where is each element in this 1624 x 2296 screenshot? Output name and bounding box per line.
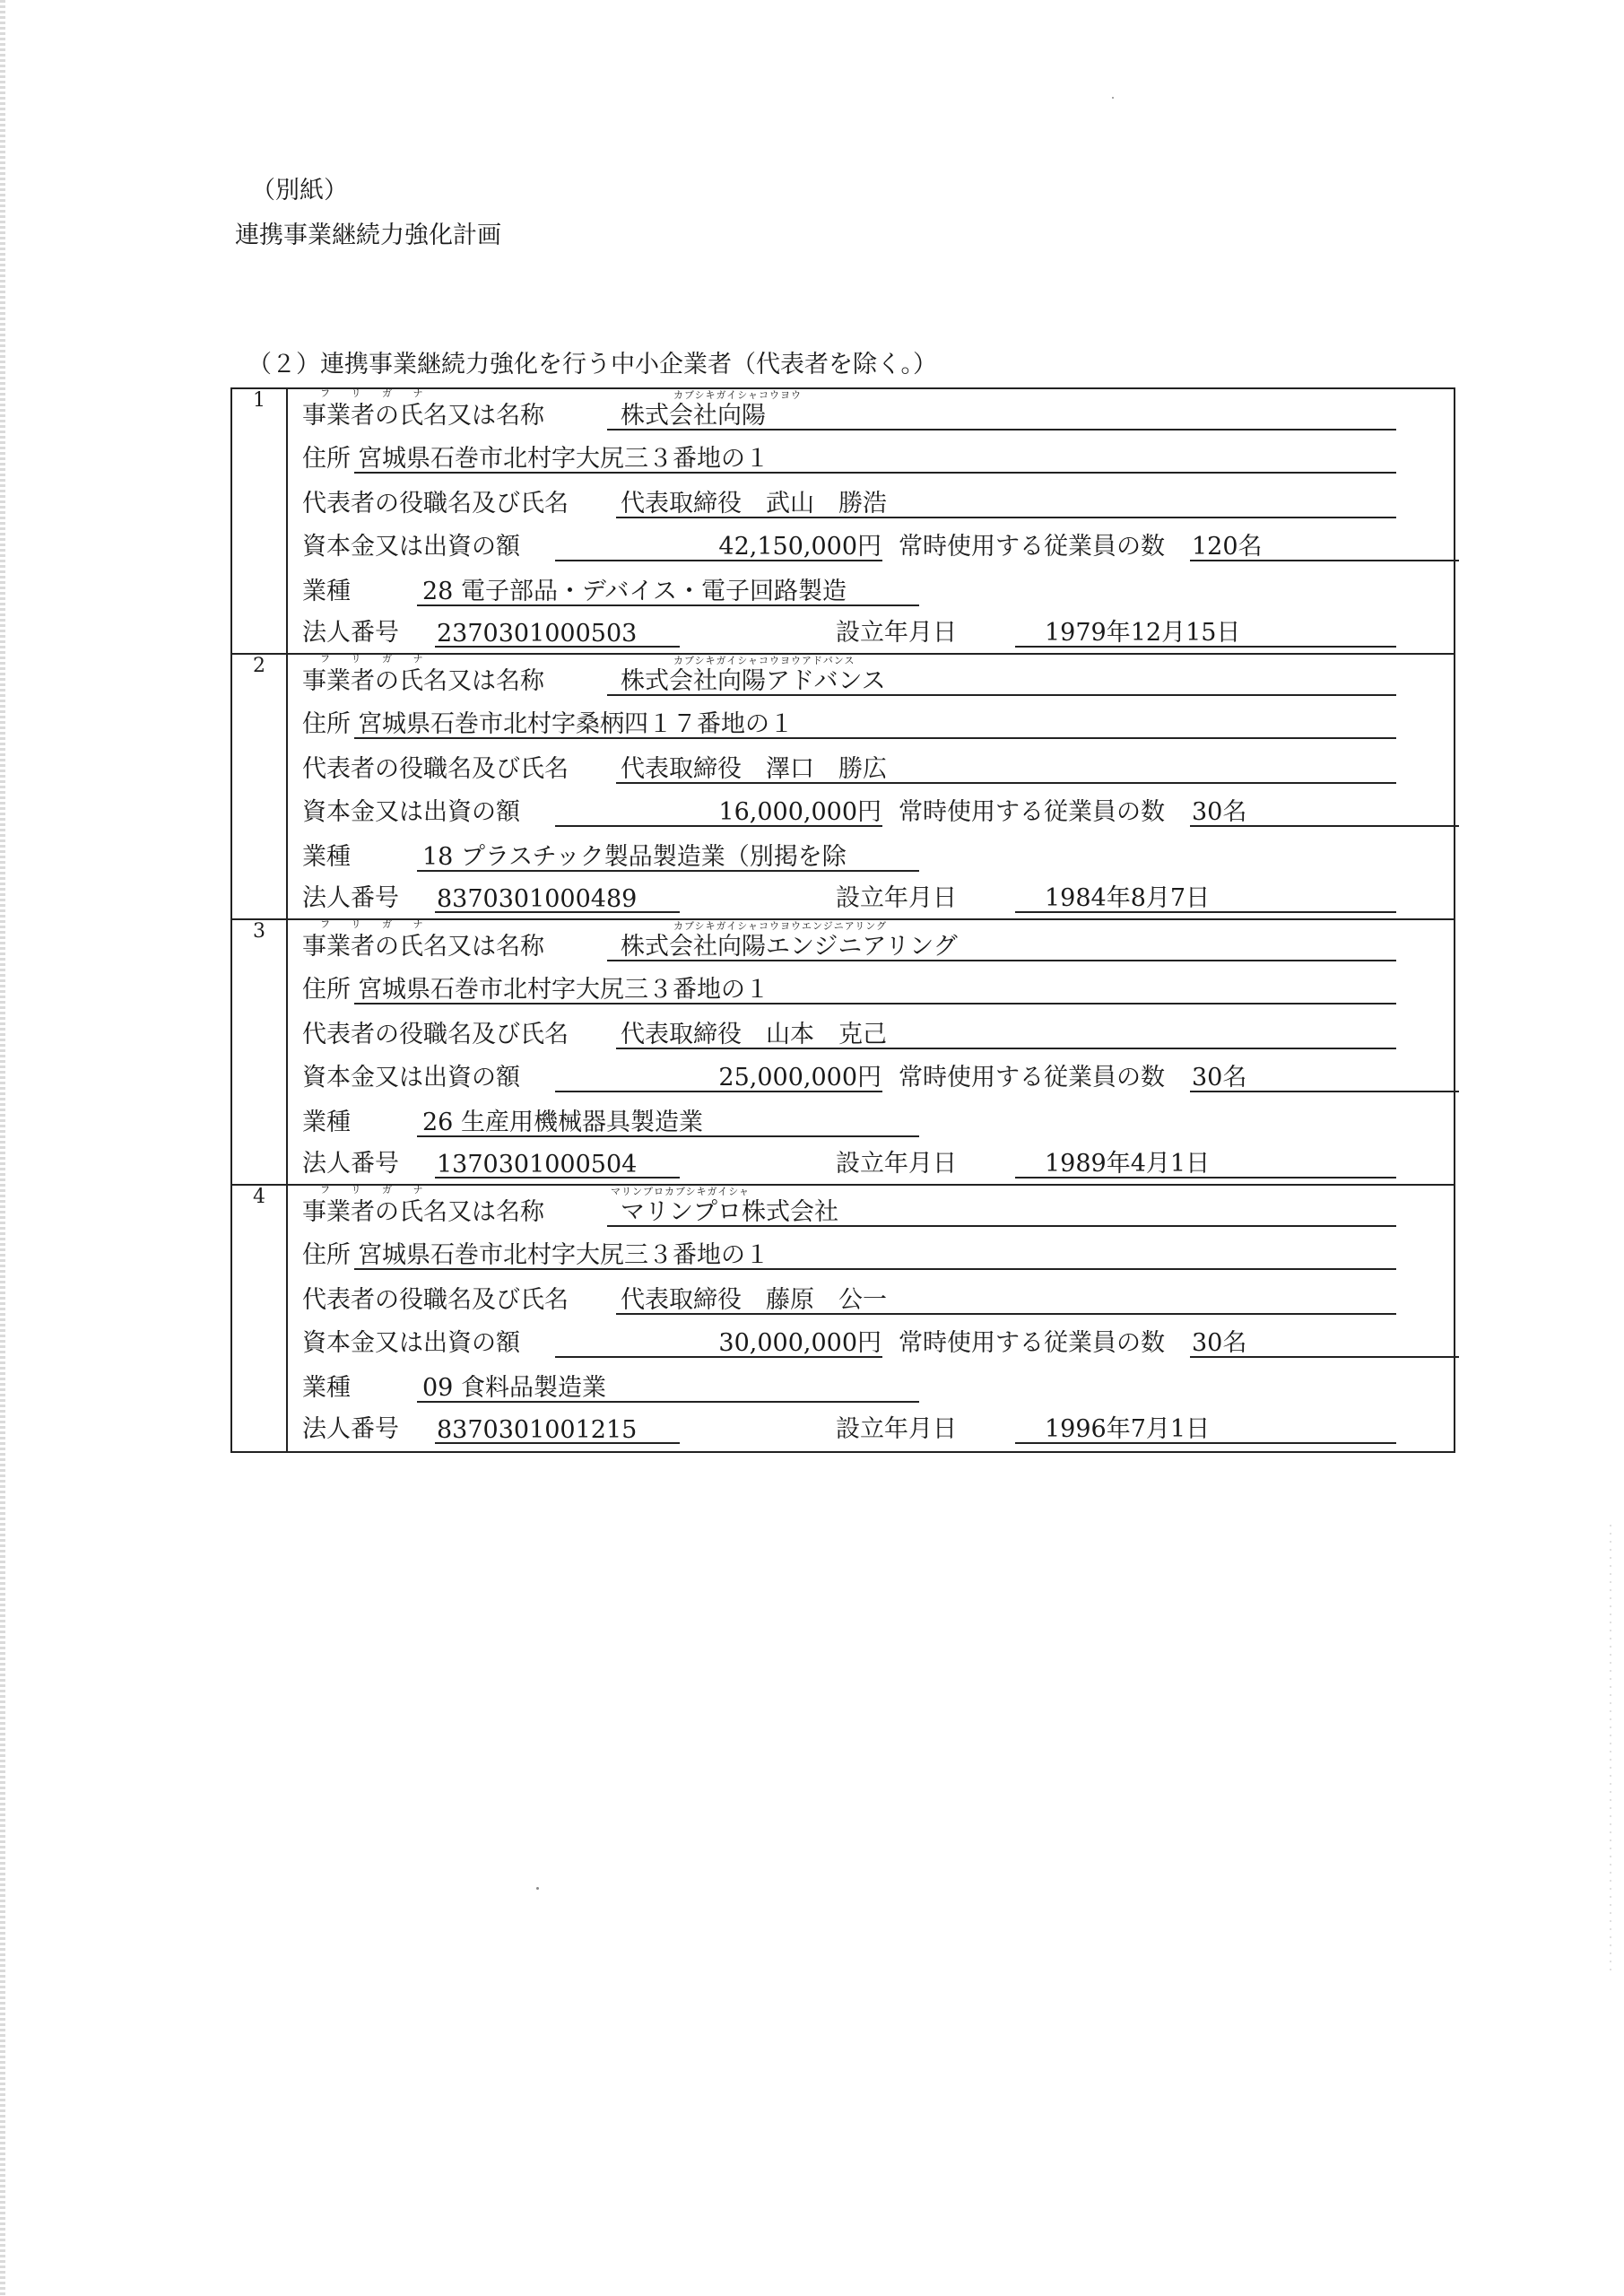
company-furigana: マリンプロカブシキガイシャ	[611, 1186, 751, 1197]
representative-label: 代表者の役職名及び氏名	[302, 490, 569, 517]
employees-label: 常時使用する従業員の数	[899, 1064, 1165, 1091]
company-industry: 26 生産用機械器具製造業	[422, 1109, 703, 1136]
company-employees: 30名	[1192, 1329, 1247, 1357]
company-address: 宮城県石巻市北村字大尻三３番地の１	[358, 445, 769, 473]
company-furigana: カブシキガイシャコウヨウ	[673, 389, 803, 401]
company-address: 宮城県石巻市北村字桑柄四１７番地の１	[358, 710, 794, 738]
scan-edge	[0, 0, 5, 2296]
company-table	[230, 387, 1455, 1453]
scan-edge-right	[1610, 1525, 1611, 1973]
corp-number-label: 法人番号	[302, 1150, 399, 1178]
company-name: マリンプロ株式会社	[621, 1198, 838, 1226]
founded-label: 設立年月日	[836, 1150, 957, 1178]
representative-label: 代表者の役職名及び氏名	[302, 755, 569, 783]
company-capital: 16,000,000円	[718, 798, 881, 826]
address-label: 住所	[302, 1241, 351, 1269]
annex-note: （別紙）	[251, 177, 348, 204]
company-corp-number: 8370301000489	[437, 885, 638, 913]
company-furigana: カブシキガイシャコウヨウアドバンス	[673, 655, 855, 666]
company-record	[287, 919, 1455, 1185]
company-row	[231, 654, 1455, 919]
company-index: 2	[231, 654, 287, 919]
capital-label: 資本金又は出資の額	[302, 1064, 520, 1091]
name-furigana-label: フ リ ガ ナ	[320, 1184, 423, 1196]
industry-label: 業種	[302, 1109, 351, 1136]
section-title: （２）連携事業継続力強化を行う中小企業者（代表者を除く。）	[248, 351, 937, 378]
company-name: 株式会社向陽エンジニアリング	[621, 933, 958, 961]
address-label: 住所	[302, 710, 351, 738]
company-capital: 25,000,000円	[718, 1064, 881, 1091]
name-label: 事業者の氏名又は名称	[302, 933, 544, 961]
company-representative: 代表取締役 武山 勝浩	[621, 490, 887, 517]
corp-number-label: 法人番号	[302, 884, 399, 912]
company-address: 宮城県石巻市北村字大尻三３番地の１	[358, 976, 769, 1004]
founded-label: 設立年月日	[836, 884, 957, 912]
company-address: 宮城県石巻市北村字大尻三３番地の１	[358, 1241, 769, 1269]
industry-label: 業種	[302, 1374, 351, 1402]
representative-label: 代表者の役職名及び氏名	[302, 1021, 569, 1048]
name-label: 事業者の氏名又は名称	[302, 667, 544, 695]
company-name: 株式会社向陽アドバンス	[621, 667, 886, 695]
name-furigana-label: フ リ ガ ナ	[320, 653, 423, 665]
name-label: 事業者の氏名又は名称	[302, 402, 544, 430]
employees-label: 常時使用する従業員の数	[899, 798, 1165, 826]
employees-label: 常時使用する従業員の数	[899, 533, 1165, 561]
company-index: 3	[231, 919, 287, 1185]
company-employees: 30名	[1192, 1064, 1247, 1091]
representative-label: 代表者の役職名及び氏名	[302, 1286, 569, 1314]
company-index: 1	[231, 388, 287, 654]
corp-number-label: 法人番号	[302, 1415, 399, 1443]
industry-label: 業種	[302, 843, 351, 871]
plan-title: 連携事業継続力強化計画	[235, 222, 501, 249]
name-furigana-label: フ リ ガ ナ	[320, 387, 423, 399]
founded-label: 設立年月日	[836, 619, 957, 647]
company-founded: 1989年4月1日	[1045, 1150, 1211, 1178]
scan-speck	[1112, 97, 1114, 99]
company-row	[231, 1185, 1455, 1452]
capital-label: 資本金又は出資の額	[302, 798, 520, 826]
name-label: 事業者の氏名又は名称	[302, 1198, 544, 1226]
name-furigana-label: フ リ ガ ナ	[320, 918, 423, 930]
company-record	[287, 1185, 1455, 1452]
corp-number-label: 法人番号	[302, 619, 399, 647]
employees-label: 常時使用する従業員の数	[899, 1329, 1165, 1357]
scan-speck	[536, 1887, 539, 1890]
company-founded: 1996年7月1日	[1045, 1415, 1211, 1443]
company-employees: 120名	[1192, 533, 1263, 561]
company-founded: 1984年8月7日	[1045, 884, 1211, 912]
capital-label: 資本金又は出資の額	[302, 533, 520, 561]
company-industry: 09 食料品製造業	[422, 1374, 606, 1402]
address-label: 住所	[302, 976, 351, 1004]
company-row	[231, 388, 1455, 654]
company-industry: 28 電子部品・デバイス・電子回路製造	[422, 578, 847, 605]
company-founded: 1979年12月15日	[1045, 619, 1241, 647]
company-row	[231, 919, 1455, 1185]
industry-label: 業種	[302, 578, 351, 605]
company-representative: 代表取締役 山本 克己	[621, 1021, 887, 1048]
company-representative: 代表取締役 藤原 公一	[621, 1286, 887, 1314]
company-name: 株式会社向陽	[621, 402, 766, 430]
company-employees: 30名	[1192, 798, 1247, 826]
address-label: 住所	[302, 445, 351, 473]
company-industry: 18 プラスチック製品製造業（別掲を除	[422, 843, 847, 871]
company-record	[287, 388, 1455, 654]
company-record	[287, 654, 1455, 919]
company-capital: 30,000,000円	[718, 1329, 881, 1357]
company-representative: 代表取締役 澤口 勝広	[621, 755, 887, 783]
capital-label: 資本金又は出資の額	[302, 1329, 520, 1357]
company-corp-number: 1370301000504	[437, 1151, 638, 1178]
founded-label: 設立年月日	[836, 1415, 957, 1443]
company-index: 4	[231, 1185, 287, 1452]
company-capital: 42,150,000円	[718, 533, 881, 561]
company-furigana: カブシキガイシャコウヨウエンジニアリング	[673, 920, 888, 932]
company-corp-number: 2370301000503	[437, 620, 638, 648]
company-corp-number: 8370301001215	[437, 1416, 638, 1444]
